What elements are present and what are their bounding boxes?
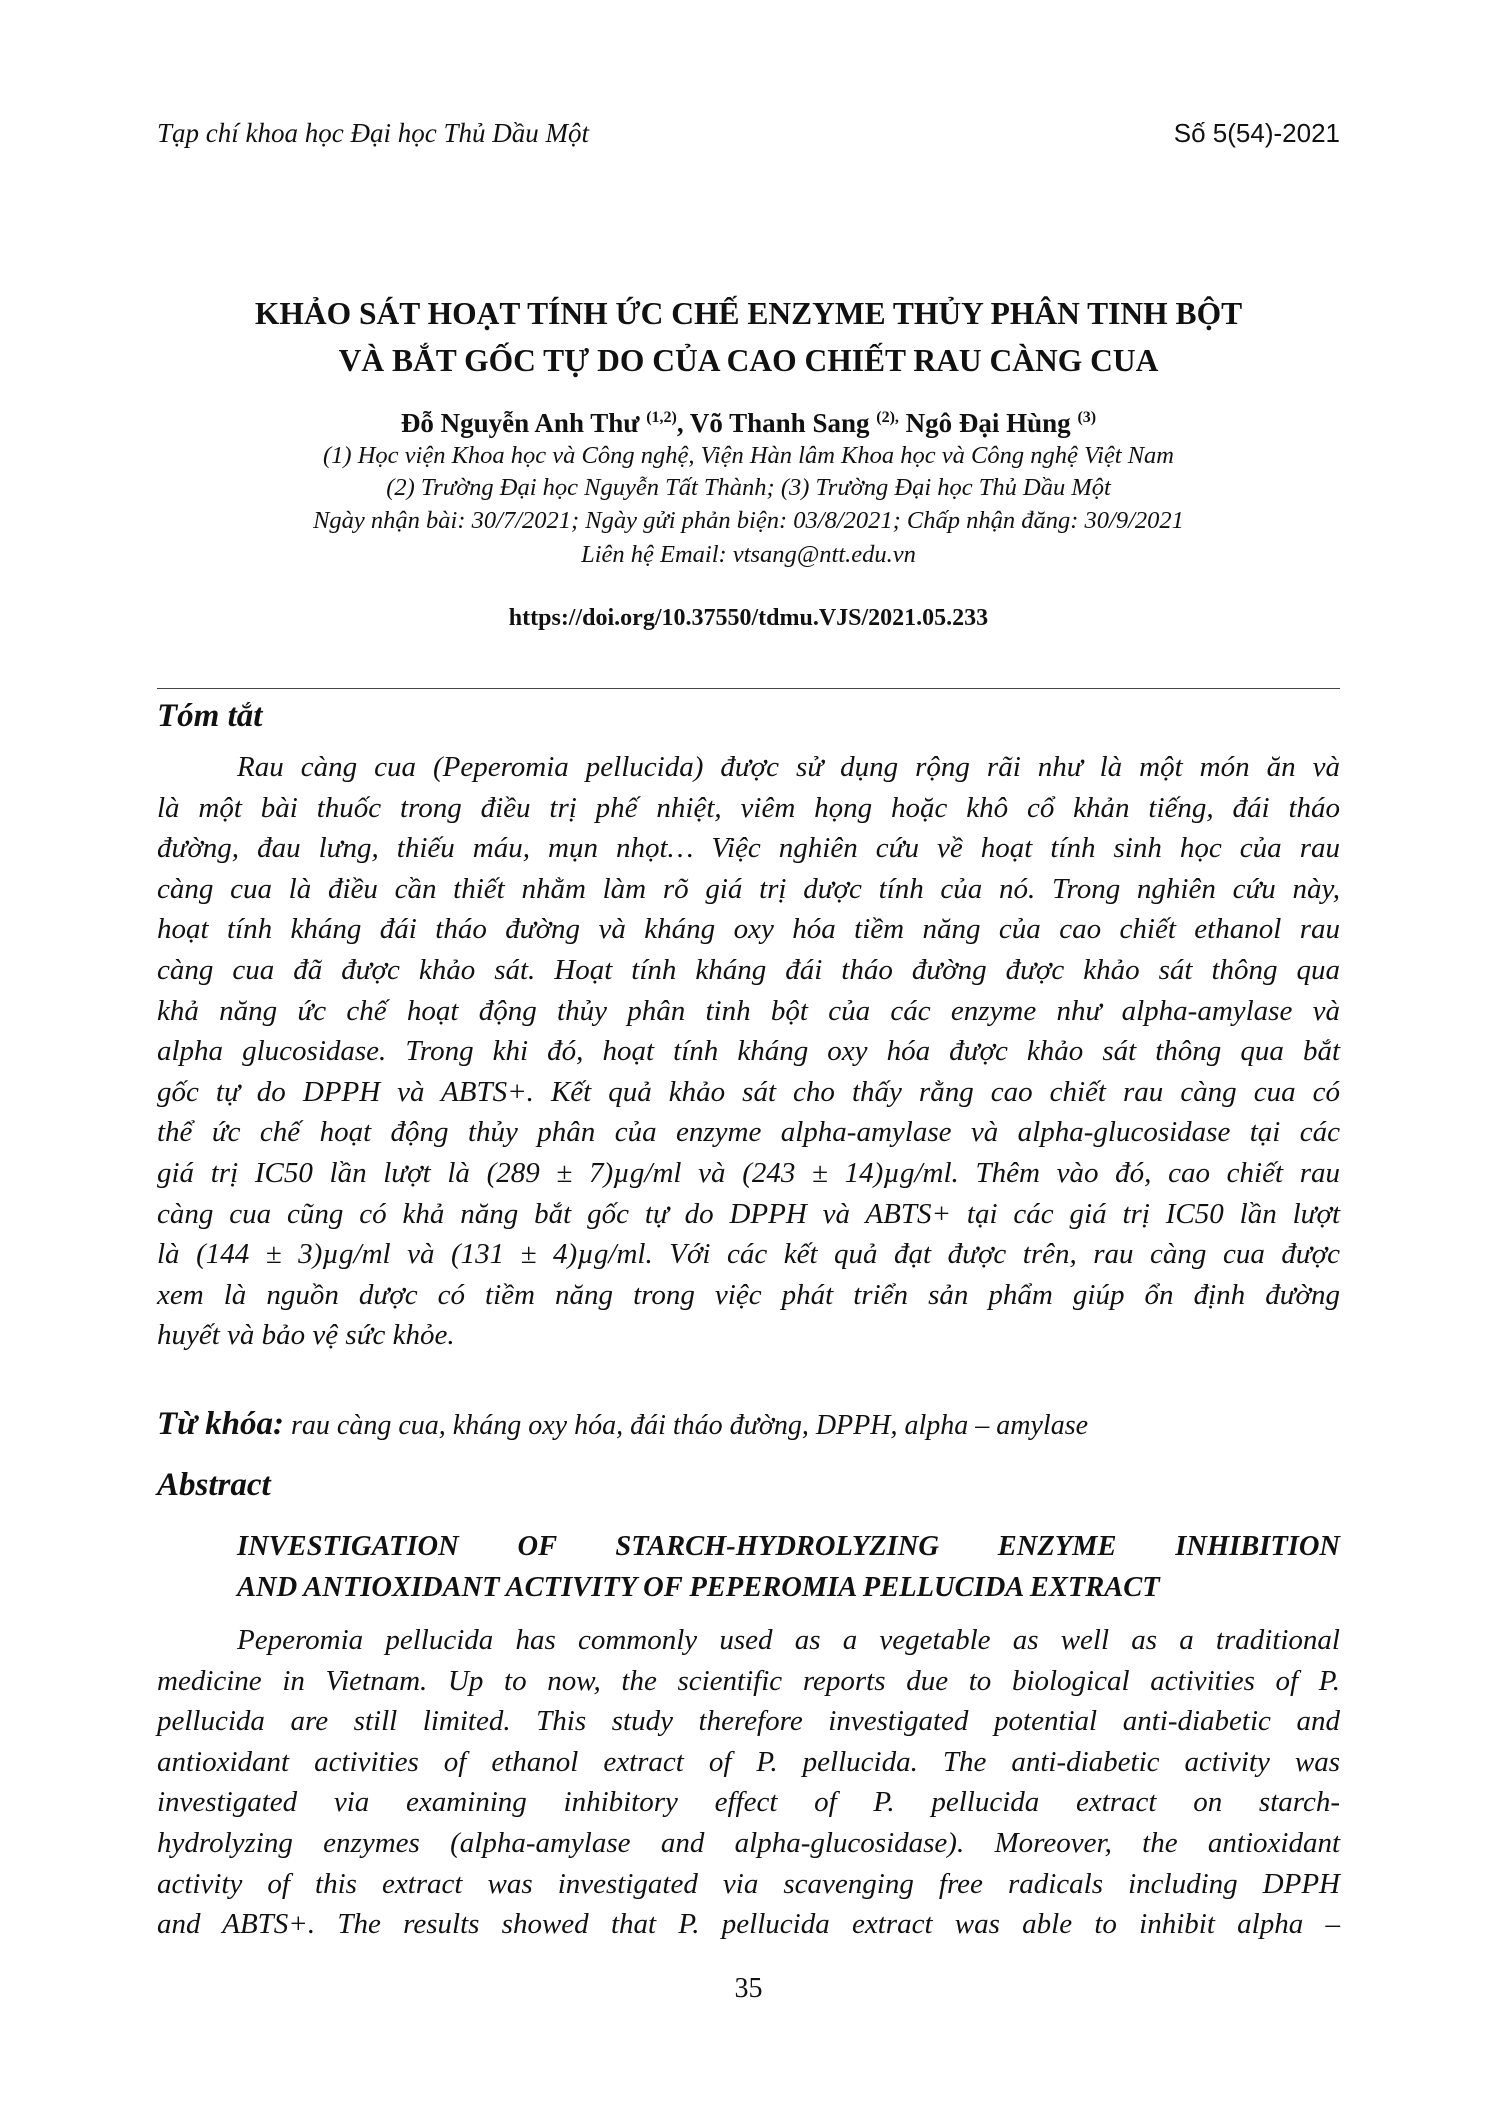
title-line-2: VÀ BẮT GỐC TỰ DO CỦA CAO CHIẾT RAU CÀNG CUA — [338, 343, 1159, 378]
author-name: Võ Thanh Sang — [689, 408, 870, 438]
abstract-line: antioxidant activities of ethanol extract of P. pellucida. The anti-diabetic activity was — [157, 1745, 1340, 1778]
abstract-line: là một bài thuốc trong điều trị phế nhiệt, viêm họng hoặc khô cổ khản tiếng, đái tháo — [157, 791, 1340, 824]
author-affiliation-mark: (2), — [876, 409, 899, 426]
en-abstract-heading: Abstract — [157, 1467, 271, 1503]
author-list — [120, 400, 1377, 441]
abstract-line: khả năng ức chế hoạt động thủy phân tinh bột của các enzyme như alpha-amylase và — [157, 994, 1340, 1027]
author-affiliation-mark: (1,2) — [646, 409, 677, 426]
issue-number: Số 5(54)-2021 — [1173, 118, 1340, 148]
author-affiliation-mark: (3) — [1077, 409, 1097, 426]
abstract-line: càng cua cũng có khả năng bắt gốc tự do DPPH và ABTS+ tại các giá trị IC50 lần lượt — [157, 1197, 1340, 1230]
running-header — [157, 118, 1340, 158]
abstract-line: activity of this extract was investigated via scavenging free radicals including DPPH — [157, 1867, 1340, 1900]
abstract-line: càng cua đã được khảo sát. Hoạt tính kháng đái tháo đường được khảo sát thông qua — [157, 953, 1340, 986]
abstract-line: alpha glucosidase. Trong khi đó, hoạt tính kháng oxy hóa được khảo sát thông qua bắt — [157, 1035, 1340, 1068]
en-paper-title — [237, 1527, 1340, 1608]
vi-abstract-body — [157, 747, 1340, 1356]
vi-abstract-heading: Tóm tắt — [157, 698, 263, 734]
contact-email: Liên hệ Email: vtsang@ntt.edu.vn — [581, 541, 916, 568]
keywords-text: rau càng cua, kháng oxy hóa, đái tháo đường, DPPH, alpha – amylase — [291, 1410, 1089, 1441]
abstract-line: hoạt tính kháng đái tháo đường và kháng oxy hóa tiềm năng của cao chiết ethanol rau — [157, 913, 1340, 946]
author-name: Đỗ Nguyễn Anh Thư — [400, 408, 640, 438]
keywords-label: Từ khóa: — [157, 1406, 285, 1442]
title-line-1: KHẢO SÁT HOẠT TÍNH ỨC CHẾ ENZYME THỦY PHÂN TINH BỘT — [254, 296, 1243, 331]
abstract-line: đường, đau lưng, thiếu máu, mụn nhọt… Việc nghiên cứu về hoạt tính sinh học của rau — [157, 832, 1340, 865]
doi-link[interactable]: https://doi.org/10.37550/tdmu.VJS/2021.05.233 — [508, 605, 989, 631]
affiliation-2: (2) Trường Đại học Nguyễn Tất Thành; (3) Trường Đại học Thủ Dầu Một — [386, 474, 1111, 501]
en-abstract-body — [157, 1620, 1340, 1945]
abstract-line: huyết và bảo vệ sức khỏe. — [157, 1319, 455, 1352]
abstract-line: là (144 ± 3)µg/ml và (131 ± 4)µg/ml. Với các kết quả đạt được trên, rau càng cua được — [157, 1238, 1340, 1271]
divider — [157, 688, 1340, 689]
abstract-line: xem là nguồn dược có tiềm năng trong việc phát triển sản phẩm giúp ổn định đường — [157, 1278, 1340, 1311]
abstract-line: Rau càng cua (Peperomia pellucida) được sử dụng rộng rãi như là một món ăn và — [237, 751, 1340, 783]
page-number: 35 — [734, 1973, 763, 2004]
abstract-line: thể ức chế hoạt động thủy phân của enzyme alpha-amylase và alpha-glucosidase tại các — [157, 1116, 1340, 1149]
en-title-line-2: AND ANTIOXIDANT ACTIVITY OF PEPEROMIA PELLUCIDA EXTRACT — [237, 1571, 1160, 1603]
author-separator — [899, 408, 906, 438]
abstract-line: pellucida are still limited. This study therefore investigated potential anti-diabetic and — [157, 1705, 1340, 1738]
author-separator: , — [676, 408, 690, 438]
abstract-line: investigated via examining inhibitory effect of P. pellucida extract on starch- — [157, 1786, 1340, 1819]
journal-name: Tạp chí khoa học Đại học Thủ Dầu Một — [157, 118, 589, 148]
abstract-line: Peperomia pellucida has commonly used as a vegetable as well as a traditional — [237, 1624, 1340, 1656]
submission-dates: Ngày nhận bài: 30/7/2021; Ngày gửi phản biện: 03/8/2021; Chấp nhận đăng: 30/9/2021 — [313, 507, 1184, 534]
affiliation-1: (1) Học viện Khoa học và Công nghệ, Viện Hàn lâm Khoa học và Công nghệ Việt Nam — [323, 442, 1174, 469]
abstract-line: càng cua là điều cần thiết nhằm làm rõ giá trị dược tính của nó. Trong nghiên cứu này, — [157, 872, 1340, 905]
keywords — [157, 1406, 1340, 1443]
author-name: Ngô Đại Hùng — [905, 408, 1071, 438]
paper-title — [120, 290, 1377, 384]
abstract-line: giá trị IC50 lần lượt là (289 ± 7)µg/ml và (243 ± 14)µg/ml. Thêm vào đó, cao chiết rau — [157, 1156, 1340, 1189]
abstract-line: medicine in Vietnam. Up to now, the scientific reports due to biological activities of P. — [157, 1664, 1340, 1697]
abstract-line: gốc tự do DPPH và ABTS+. Kết quả khảo sát cho thấy rằng cao chiết rau càng cua có — [157, 1075, 1340, 1108]
abstract-line: and ABTS+. The results showed that P. pellucida extract was able to inhibit alpha – — [157, 1908, 1340, 1941]
abstract-line: hydrolyzing enzymes (alpha-amylase and alpha-glucosidase). Moreover, the antioxidant — [157, 1826, 1340, 1859]
en-title-line-1: INVESTIGATION OF STARCH-HYDROLYZING ENZYME INHIBITION — [237, 1531, 1340, 1562]
